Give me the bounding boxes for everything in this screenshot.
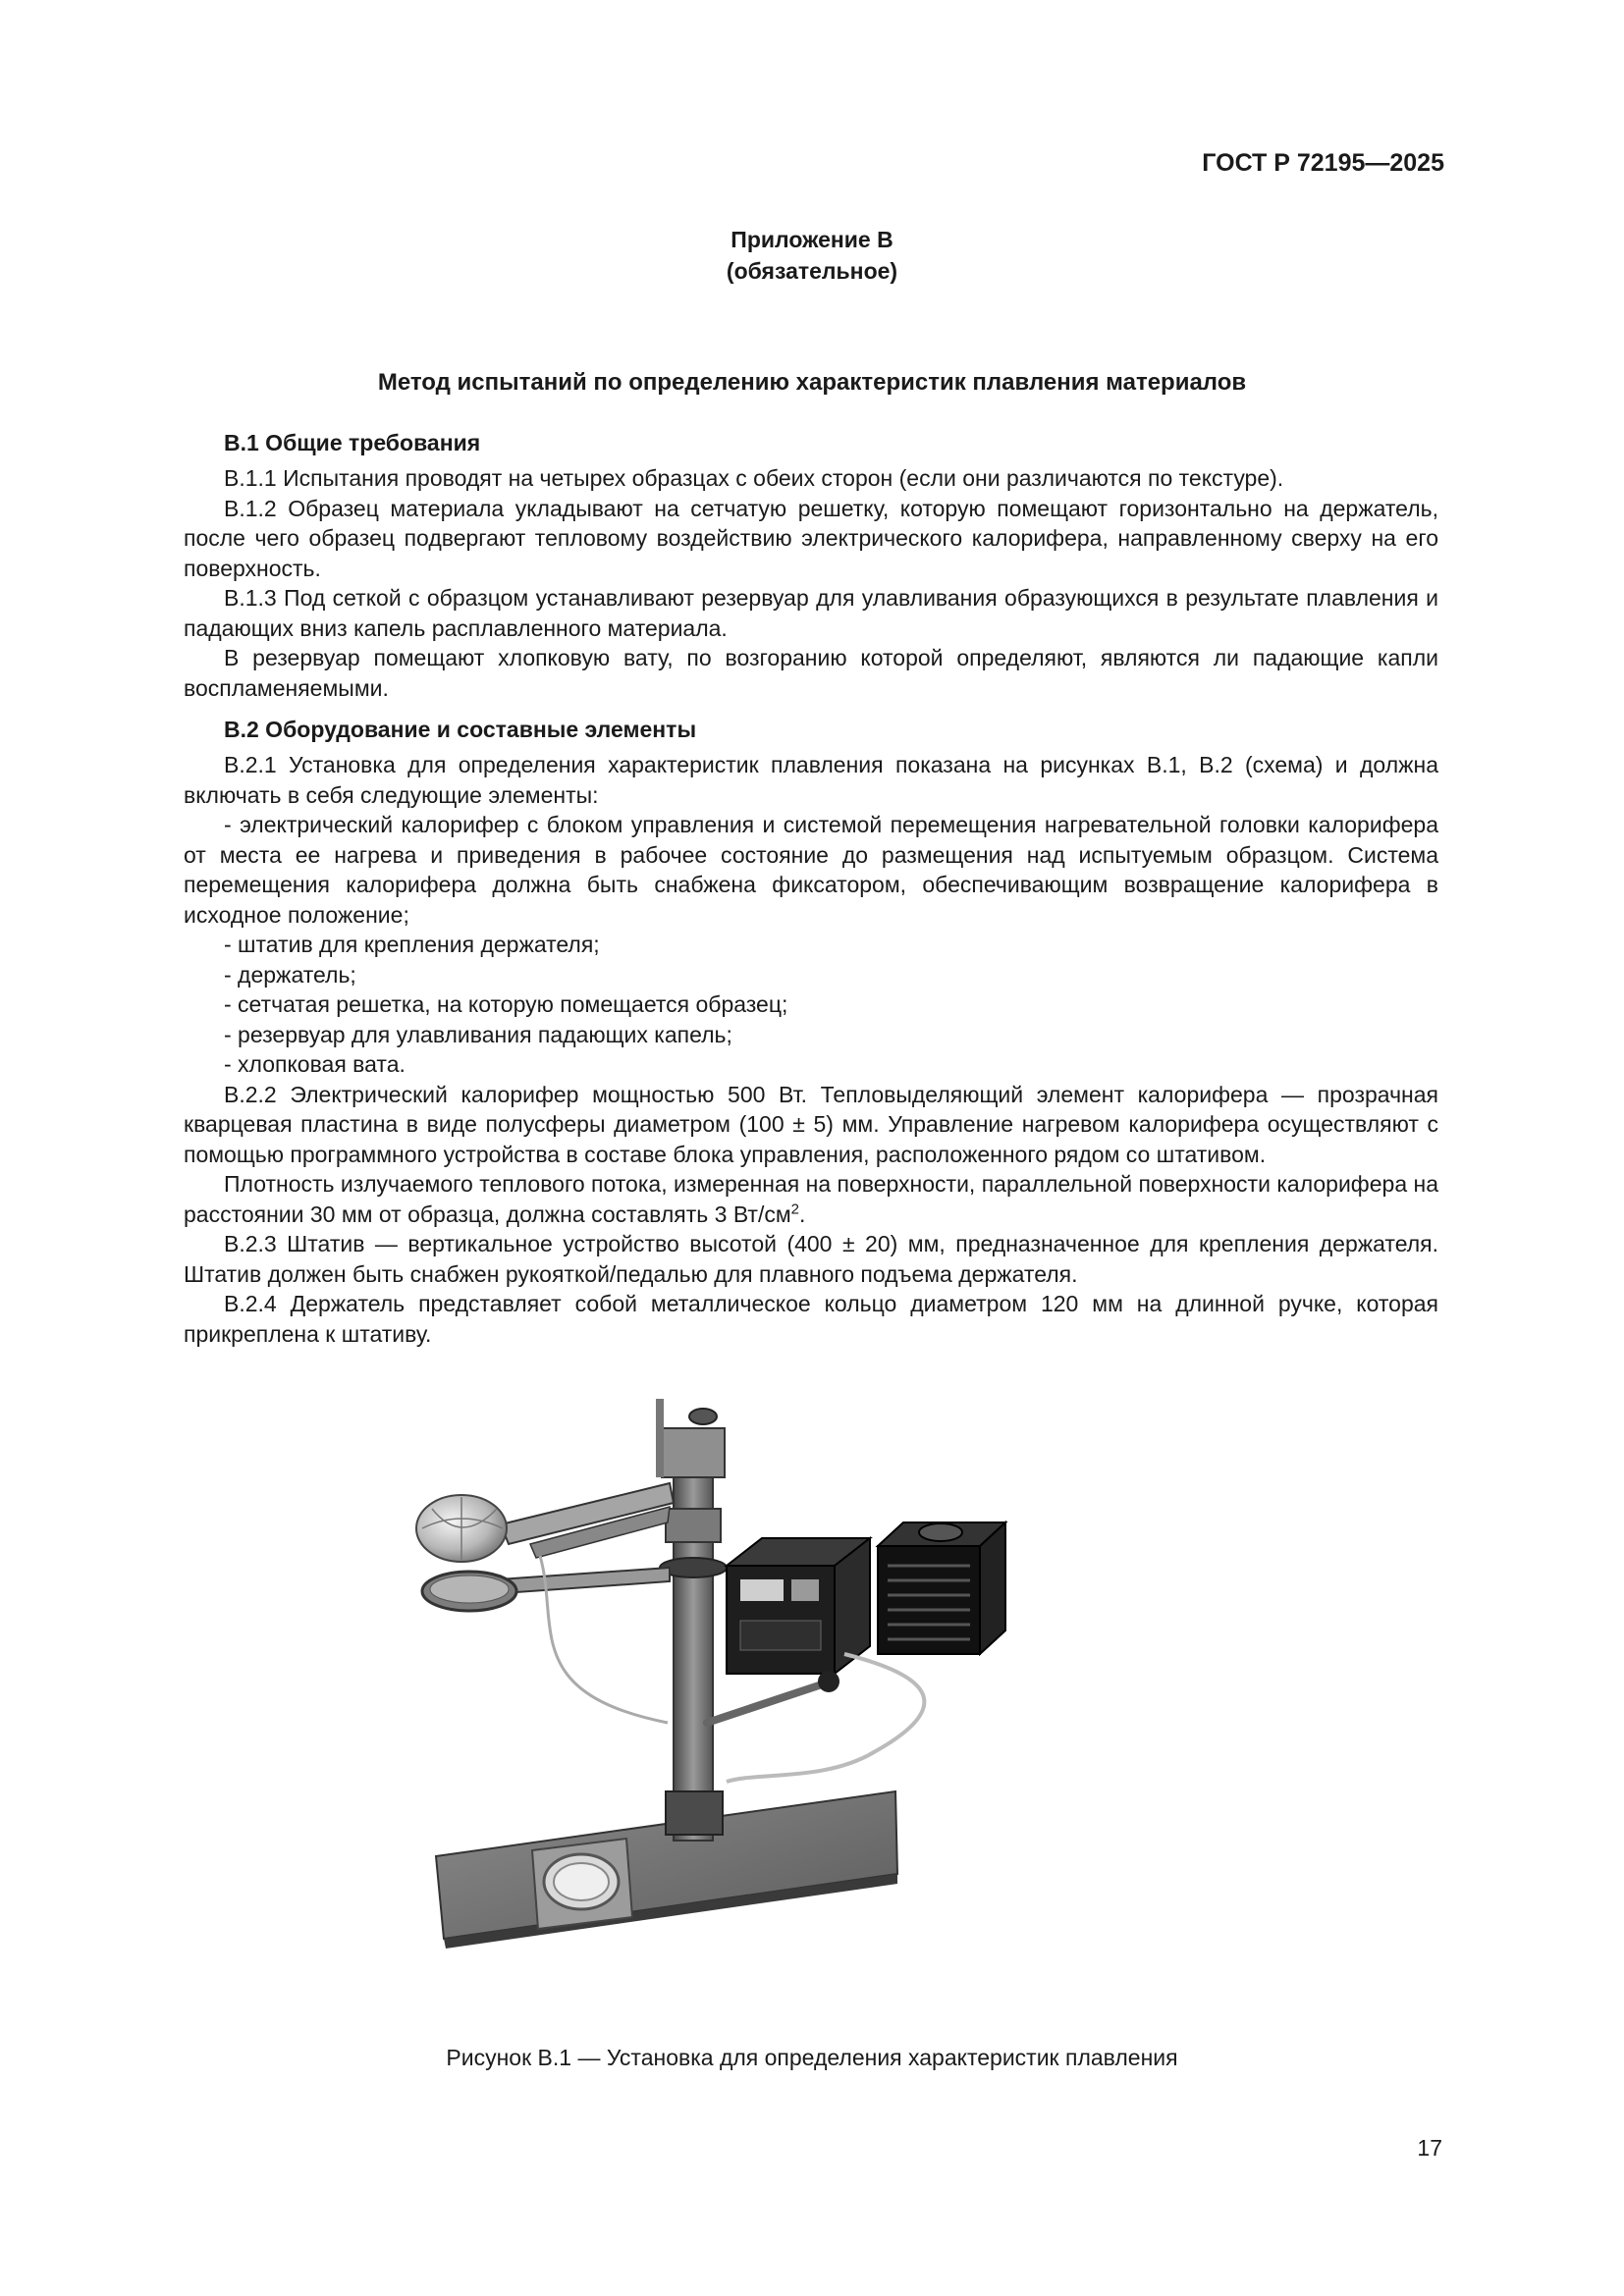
regulator-side <box>980 1522 1005 1654</box>
holder-arm <box>499 1568 670 1593</box>
paragraph-b13-cont: В резервуар помещают хлопковую вату, по возгоранию которой определяют, являются ли падающие капли воспламеняемыми. <box>184 645 1438 701</box>
standard-number: ГОСТ Р 72195—2025 <box>1202 149 1444 177</box>
paragraph-b22-cont-text: Плотность излучаемого теплового потока, измеренная на поверхности, параллельной поверхности калорифера на расстоянии 30 мм от образца, должна составлять 3 Вт/см <box>184 1171 1438 1227</box>
page-title: Метод испытаний по определению характеристик плавления материалов <box>377 369 1247 396</box>
document-body <box>184 428 1438 1349</box>
paragraph-b12: В.1.2 Образец материала укладывают на сетчатую решетку, которую помещают горизонтально на держатель, после чего образец подвергают тепловому воздействию электрического калорифера, направленному сверху на его поверхность. <box>184 495 1438 581</box>
list-item-stand: - штатив для крепления держателя; <box>224 932 600 957</box>
control-switch <box>791 1579 819 1601</box>
list-item-cotton: - хлопковая вата. <box>224 1051 406 1077</box>
list-item-holder: - держатель; <box>224 961 356 988</box>
list-item-heater: - электрический калорифер с блоком управления и системой перемещения нагревательной головки калорифера от места ее нагрева и приведения в рабочее состояние до размещения над испытуемым образцом. Система перемещения калорифера должна быть снабжена фиксатором, обеспечивающим возвращение калорифера в исходное положение; <box>184 812 1438 928</box>
reservoir-dish-inner <box>554 1863 609 1900</box>
stand-foot <box>666 1791 723 1835</box>
section-heading-b2: В.2 Оборудование и составные элементы <box>224 717 697 742</box>
page-number: 17 <box>1417 2135 1442 2161</box>
superscript-2: 2 <box>790 1200 799 1217</box>
figure-caption: Рисунок В.1 — Установка для определения характеристик плавления <box>446 2045 1178 2070</box>
list-item-reservoir: - резервуар для улавливания падающих капель; <box>224 1021 732 1047</box>
control-vent <box>740 1621 821 1650</box>
list-item-grid: - сетчатая решетка, на которую помещается образец; <box>224 991 788 1017</box>
stand-clamp <box>666 1509 721 1542</box>
paragraph-b24: В.2.4 Держатель представляет собой металлическое кольцо диаметром 120 мм на длинной ручке, которая прикреплена к штативу. <box>184 1291 1438 1347</box>
appendix-heading <box>0 224 1624 287</box>
stand-rod <box>656 1399 664 1477</box>
stand-top-block <box>662 1428 725 1477</box>
apparatus-photo <box>412 1399 1198 2007</box>
paragraph-b22: В.2.2 Электрический калорифер мощностью 500 Вт. Тепловыделяющий элемент калорифера — прозрачная кварцевая пластина в виде полусферы диаметром (100 ± 5) мм. Управление нагревом калорифера осуществляют с помощью программного устройства в составе блока управления, расположенного рядом со штативом. <box>184 1081 1438 1167</box>
regulator-dial <box>919 1523 962 1541</box>
section-heading-b1: В.1 Общие требования <box>224 430 481 455</box>
lift-handle-knob <box>818 1671 839 1692</box>
paragraph-b21: В.2.1 Установка для определения характеристик плавления показана на рисунках В.1, В.2 (схема) и должна включать в себя следующие элементы: <box>184 752 1438 808</box>
control-display <box>740 1579 784 1601</box>
lift-handle <box>707 1683 825 1723</box>
adjust-knob <box>689 1409 717 1424</box>
appendix-status: (обязательное) <box>726 258 898 284</box>
mesh-grid <box>430 1575 509 1603</box>
paragraph-b22-cont <box>184 1169 1438 1229</box>
paragraph-b22-cont-end: . <box>799 1201 806 1227</box>
paragraph-b13: В.1.3 Под сеткой с образцом устанавливают резервуар для улавливания образующихся в результате плавления и падающих вниз капель расплавленного материала. <box>184 585 1438 641</box>
paragraph-b11: В.1.1 Испытания проводят на четырех образцах с обеих сторон (если они различаются по текстуре). <box>224 465 1284 491</box>
paragraph-b23: В.2.3 Штатив — вертикальное устройство высотой (400 ± 20) мм, предназначенное для крепления держателя. Штатив должен быть снабжен рукояткой/педалью для плавного подъема держателя. <box>184 1231 1438 1287</box>
appendix-label: Приложение В <box>731 227 893 252</box>
